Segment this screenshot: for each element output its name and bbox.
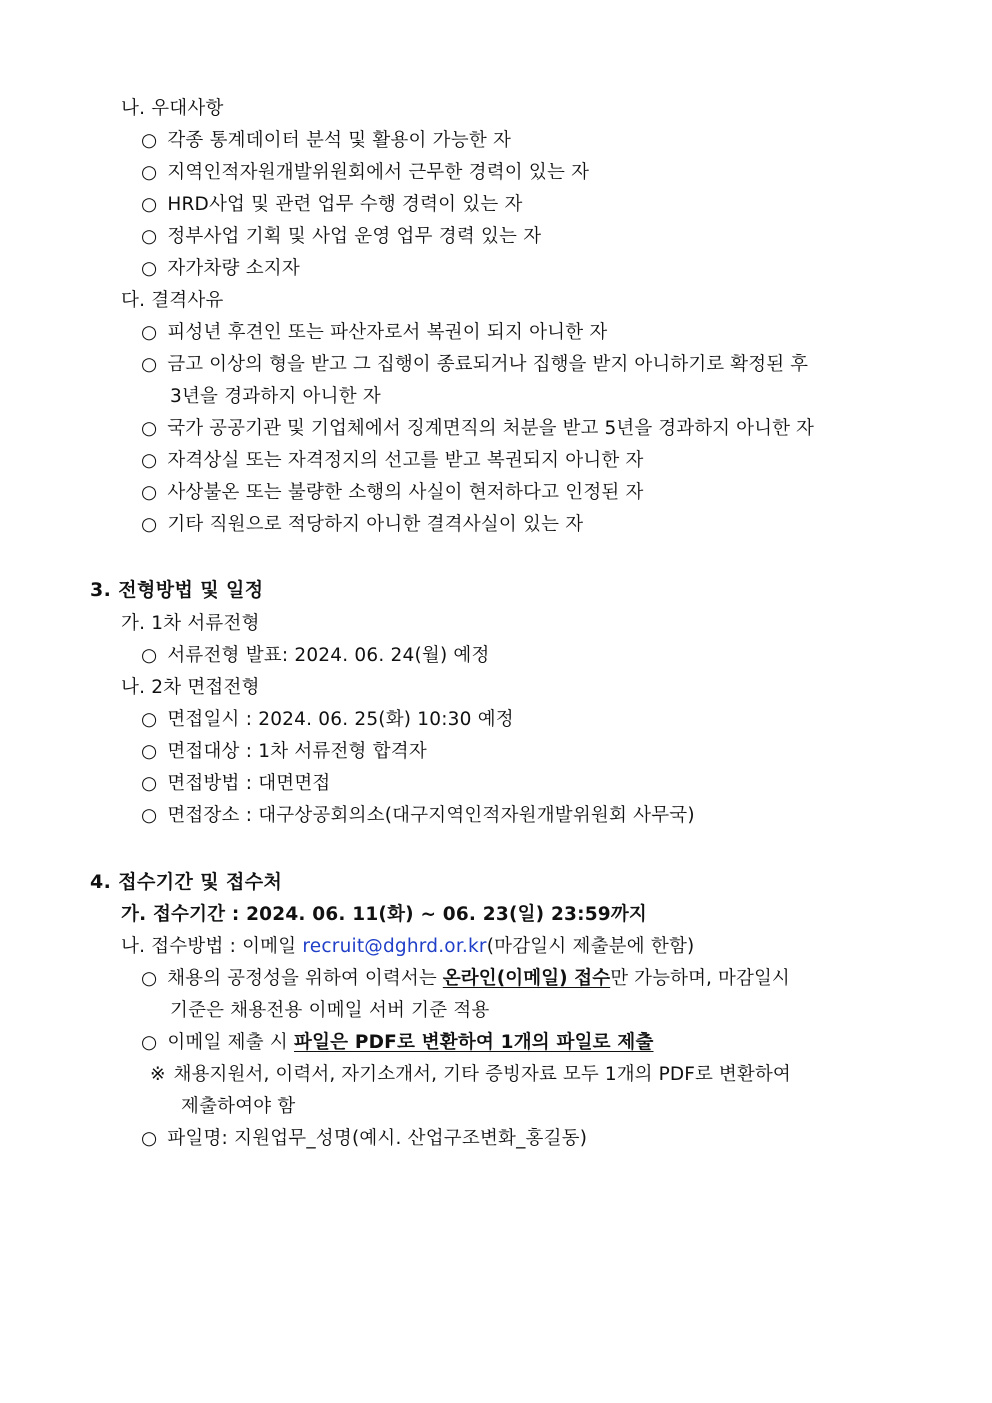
application-period: 가. 접수기간 : 2024. 06. 11(화) ~ 06. 23(일) 23:59까지 (121, 904, 647, 925)
section-heading-selection: 3. 전형방법 및 일정 (90, 579, 264, 601)
bullet-circle-icon: ○ (141, 482, 158, 503)
bullet-circle-icon: ○ (141, 645, 158, 666)
list-item: ○ 채용의 공정성을 위하여 이력서는 온라인(이메일) 접수만 가능하며, 마감일시 (141, 968, 790, 989)
bullet-circle-icon: ○ (141, 968, 158, 989)
list-item: ○ 이메일 제출 시 파일은 PDF로 변환하여 1개의 파일로 제출 (141, 1032, 654, 1053)
emphasis-online-email: 온라인(이메일) 접수 (442, 968, 611, 989)
bullet-circle-icon: ○ (141, 514, 158, 535)
subsection-heading-interview: 나. 2차 면접전형 (121, 677, 260, 698)
bullet-circle-icon: ○ (141, 709, 158, 730)
list-item-continuation: 3년을 경과하지 아니한 자 (170, 386, 381, 407)
bullet-circle-icon: ○ (141, 354, 158, 375)
list-item-continuation: 기준은 채용전용 이메일 서버 기준 적용 (170, 1000, 490, 1021)
bullet-circle-icon: ○ (141, 805, 158, 826)
bullet-circle-icon: ○ (141, 322, 158, 343)
list-item: ○ 자격상실 또는 자격정지의 선고를 받고 복권되지 아니한 자 (141, 450, 644, 471)
list-item: ○ 파일명: 지원업무_성명(예시. 산업구조변화_홍길동) (141, 1128, 588, 1149)
list-item: ○ 국가 공공기관 및 기업체에서 징계면직의 처분을 받고 5년을 경과하지 아니한 자 (141, 418, 815, 439)
list-item: ○ 면접일시 : 2024. 06. 25(화) 10:30 예정 (141, 709, 514, 730)
list-item: ○ 지역인적자원개발위원회에서 근무한 경력이 있는 자 (141, 162, 590, 183)
reference-mark-icon: ※ (150, 1064, 166, 1085)
bullet-circle-icon: ○ (141, 450, 158, 471)
list-item: ○ 피성년 후견인 또는 파산자로서 복권이 되지 아니한 자 (141, 322, 608, 343)
list-item: ○ 면접방법 : 대면면접 (141, 773, 331, 794)
note-item: ※ 채용지원서, 이력서, 자기소개서, 기타 증빙자료 모두 1개의 PDF로 변환하여 (150, 1064, 791, 1085)
bullet-circle-icon: ○ (141, 194, 158, 215)
list-item: ○ 서류전형 발표: 2024. 06. 24(월) 예정 (141, 645, 490, 666)
list-item: ○ 면접장소 : 대구상공회의소(대구지역인적자원개발위원회 사무국) (141, 805, 695, 826)
bullet-circle-icon: ○ (141, 130, 158, 151)
list-item: ○ 정부사업 기획 및 사업 운영 업무 경력 있는 자 (141, 226, 542, 247)
list-item: ○ 사상불온 또는 불량한 소행의 사실이 현저하다고 인정된 자 (141, 482, 644, 503)
list-item: ○ 금고 이상의 형을 받고 그 집행이 종료되거나 집행을 받지 아니하기로 확정된 후 (141, 354, 809, 375)
list-item: ○ HRD사업 및 관련 업무 수행 경력이 있는 자 (141, 194, 523, 215)
bullet-circle-icon: ○ (141, 226, 158, 247)
application-method: 나. 접수방법 : 이메일 recruit@dghrd.or.kr(마감일시 제출분에 한함) (121, 936, 695, 957)
subsection-heading-preferences: 나. 우대사항 (121, 98, 224, 119)
bullet-circle-icon: ○ (141, 773, 158, 794)
list-item: ○ 각종 통계데이터 분석 및 활용이 가능한 자 (141, 130, 512, 151)
bullet-circle-icon: ○ (141, 418, 158, 439)
subsection-heading-document-screening: 가. 1차 서류전형 (121, 613, 260, 634)
list-item: ○ 면접대상 : 1차 서류전형 합격자 (141, 741, 427, 762)
list-item: ○ 자가차량 소지자 (141, 258, 300, 279)
bullet-circle-icon: ○ (141, 1128, 158, 1149)
list-item: ○ 기타 직원으로 적당하지 아니한 결격사실이 있는 자 (141, 514, 584, 535)
section-heading-application: 4. 접수기간 및 접수처 (90, 871, 283, 893)
subsection-heading-disqualification: 다. 결격사유 (121, 290, 224, 311)
emphasis-pdf-submission: 파일은 PDF로 변환하여 1개의 파일로 제출 (294, 1032, 654, 1053)
bullet-circle-icon: ○ (141, 1032, 158, 1053)
bullet-circle-icon: ○ (141, 162, 158, 183)
note-continuation: 제출하여야 함 (181, 1096, 296, 1117)
bullet-circle-icon: ○ (141, 258, 158, 279)
bullet-circle-icon: ○ (141, 741, 158, 762)
email-link[interactable]: recruit@dghrd.or.kr (302, 936, 487, 957)
